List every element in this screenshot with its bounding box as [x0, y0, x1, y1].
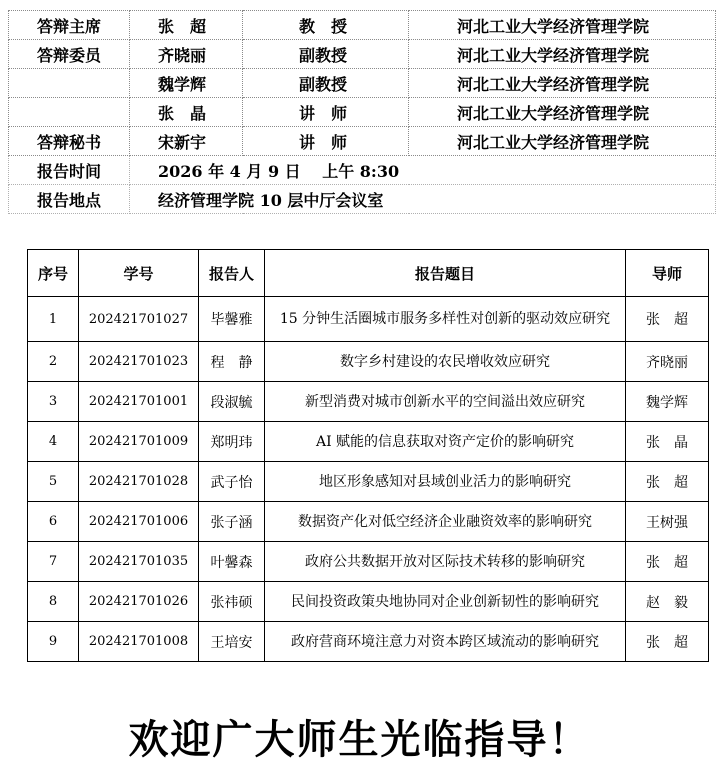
report-topic: 政府营商环境注意力对资本跨区域流动的影响研究	[265, 622, 626, 662]
student-id: 202421701006	[79, 502, 199, 542]
advisor-name: 张 超	[626, 297, 709, 342]
report-topic: 数据资产化对低空经济企业融资效率的影响研究	[265, 502, 626, 542]
row-number: 7	[28, 542, 79, 582]
committee-title: 讲 师	[243, 98, 409, 127]
report-topic: 15 分钟生活圈城市服务多样性对创新的驱动效应研究	[265, 297, 626, 342]
presenter-name: 王培安	[199, 622, 265, 662]
table-row	[28, 342, 709, 382]
report-time-value: 2026 年 4 月 9 日 上午 8:30	[130, 156, 716, 185]
advisor-name: 张 超	[626, 542, 709, 582]
row-number: 1	[28, 297, 79, 342]
report-topic: 政府公共数据开放对区际技术转移的影响研究	[265, 542, 626, 582]
table-row	[28, 297, 709, 342]
report-time-row	[9, 156, 716, 185]
presenter-name: 张子涵	[199, 502, 265, 542]
presenter-name: 郑明玮	[199, 422, 265, 462]
row-number: 3	[28, 382, 79, 422]
report-place-value: 经济管理学院 10 层中厅会议室	[130, 185, 716, 214]
committee-row	[9, 11, 716, 40]
advisor-name: 齐晓丽	[626, 342, 709, 382]
committee-title: 教 授	[243, 11, 409, 40]
presenter-name: 程 静	[199, 342, 265, 382]
committee-role: 答辩秘书	[9, 127, 130, 156]
report-topic: AI 赋能的信息获取对资产定价的影响研究	[265, 422, 626, 462]
presenter-name: 武子怡	[199, 462, 265, 502]
table-row	[28, 582, 709, 622]
committee-name: 魏学辉	[130, 69, 243, 98]
table-row	[28, 422, 709, 462]
welcome-footer: 欢迎广大师生光临指导！	[128, 717, 591, 763]
report-topic: 新型消费对城市创新水平的空间溢出效应研究	[265, 382, 626, 422]
committee-org: 河北工业大学经济管理学院	[409, 127, 716, 156]
row-number: 5	[28, 462, 79, 502]
student-id: 202421701028	[79, 462, 199, 502]
report-time-label: 报告时间	[9, 156, 130, 185]
advisor-name: 魏学辉	[626, 382, 709, 422]
committee-org: 河北工业大学经济管理学院	[409, 11, 716, 40]
row-number: 6	[28, 502, 79, 542]
committee-role: 答辩主席	[9, 11, 130, 40]
committee-org: 河北工业大学经济管理学院	[409, 98, 716, 127]
advisor-name: 赵 毅	[626, 582, 709, 622]
committee-row	[9, 98, 716, 127]
header-topic: 报告题目	[265, 250, 626, 297]
student-id: 202421701026	[79, 582, 199, 622]
row-number: 8	[28, 582, 79, 622]
row-number: 9	[28, 622, 79, 662]
report-place-row	[9, 185, 716, 214]
header-id: 学号	[79, 250, 199, 297]
committee-org: 河北工业大学经济管理学院	[409, 40, 716, 69]
committee-org: 河北工业大学经济管理学院	[409, 69, 716, 98]
report-topic: 数字乡村建设的农民增收效应研究	[265, 342, 626, 382]
committee-title: 讲 师	[243, 127, 409, 156]
committee-name: 张 超	[130, 11, 243, 40]
committee-name: 张 晶	[130, 98, 243, 127]
report-topic: 民间投资政策央地协同对企业创新韧性的影响研究	[265, 582, 626, 622]
student-id: 202421701009	[79, 422, 199, 462]
table-row	[28, 502, 709, 542]
committee-row	[9, 127, 716, 156]
committee-table	[8, 10, 716, 214]
student-id: 202421701023	[79, 342, 199, 382]
presenter-name: 段淑毓	[199, 382, 265, 422]
committee-row	[9, 40, 716, 69]
advisor-name: 王树强	[626, 502, 709, 542]
committee-title: 副教授	[243, 69, 409, 98]
header-no: 序号	[28, 250, 79, 297]
row-number: 4	[28, 422, 79, 462]
committee-role	[9, 98, 130, 127]
header-advisor: 导师	[626, 250, 709, 297]
committee-title: 副教授	[243, 40, 409, 69]
committee-row	[9, 69, 716, 98]
advisor-name: 张 晶	[626, 422, 709, 462]
committee-name: 齐晓丽	[130, 40, 243, 69]
table-row	[28, 542, 709, 582]
table-row	[28, 462, 709, 502]
table-row	[28, 622, 709, 662]
advisor-name: 张 超	[626, 622, 709, 662]
table-header-row	[28, 250, 709, 297]
report-topic: 地区形象感知对县域创业活力的影响研究	[265, 462, 626, 502]
committee-role	[9, 69, 130, 98]
presenter-name: 张祎硕	[199, 582, 265, 622]
advisor-name: 张 超	[626, 462, 709, 502]
student-id: 202421701035	[79, 542, 199, 582]
table-row	[28, 382, 709, 422]
presenter-name: 毕馨雅	[199, 297, 265, 342]
committee-name: 宋新宇	[130, 127, 243, 156]
committee-role: 答辩委员	[9, 40, 130, 69]
row-number: 2	[28, 342, 79, 382]
student-id: 202421701027	[79, 297, 199, 342]
schedule-table	[27, 249, 709, 662]
student-id: 202421701008	[79, 622, 199, 662]
header-presenter: 报告人	[199, 250, 265, 297]
presenter-name: 叶馨森	[199, 542, 265, 582]
report-place-label: 报告地点	[9, 185, 130, 214]
student-id: 202421701001	[79, 382, 199, 422]
